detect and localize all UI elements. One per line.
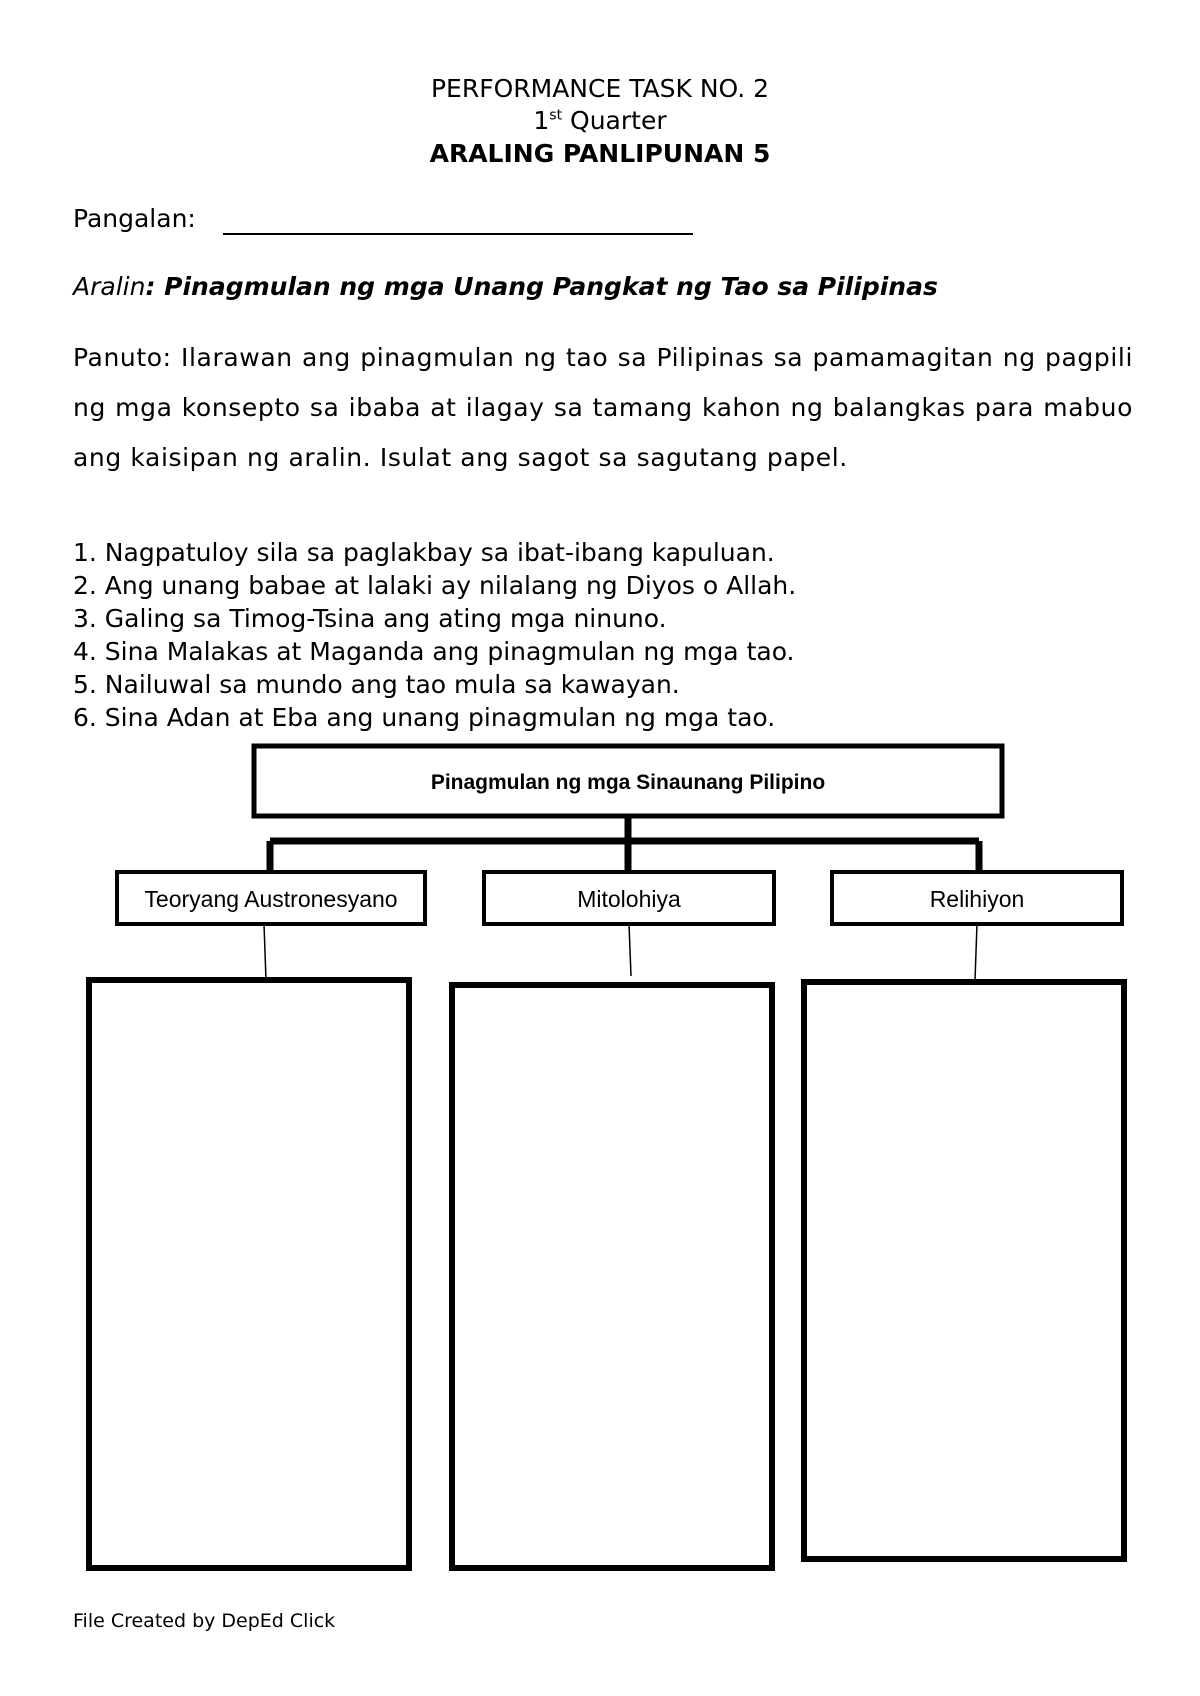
concept-item: 3. Galing sa Timog-Tsina ang ating mga ninuno. — [73, 604, 667, 633]
answer-connector — [975, 924, 977, 980]
subject-title: ARALING PANLIPUNAN 5 — [429, 139, 771, 168]
concept-item: 6. Sina Adan at Eba ang unang pinagmulan ng mga tao. — [73, 703, 776, 732]
concept-item: 1. Nagpatuloy sila sa paglakbay sa ibat-ibang kapuluan. — [73, 538, 775, 567]
quarter-number: 1 — [533, 106, 550, 135]
lesson-label: Aralin — [73, 272, 146, 301]
name-label: Pangalan: — [73, 204, 196, 233]
answer-connector — [629, 924, 631, 976]
concept-item: 5. Nailuwal sa mundo ang tao mula sa kawayan. — [73, 670, 680, 699]
branch-label: Relihiyon — [929, 886, 1025, 912]
branch-label: Mitolohiya — [577, 886, 681, 912]
concept-item: 4. Sina Malakas at Maganda ang pinagmulan ng mga tao. — [73, 637, 795, 666]
answer-box-mitolohiya[interactable] — [452, 985, 772, 1568]
root-label: Pinagmulan ng mga Sinaunang Pilipino — [430, 771, 826, 794]
footer-credit: File Created by DepEd Click — [73, 1610, 336, 1632]
task-title: PERFORMANCE TASK NO. 2 — [430, 74, 770, 103]
answer-box-relihiyon[interactable] — [804, 982, 1124, 1559]
answer-connector — [264, 924, 266, 980]
lesson-topic: : Pinagmulan ng mga Unang Pangkat ng Tao sa Pilipinas — [145, 272, 938, 301]
branch-label: Teoryang Austronesyano — [144, 886, 398, 912]
answer-box-austronesyano[interactable] — [89, 980, 409, 1568]
instructions: Panuto: Ilarawan ang pinagmulan ng tao sa Pilipinas sa pamamagitan ng pagpili ng mga konsepto sa ibaba at ilagay sa tamang kahon ng balangkas para mabuo ang kaisipan ng aralin. Isulat ang sagot sa sagutang papel. — [73, 343, 1133, 472]
quarter-suffix: st — [549, 107, 563, 124]
quarter-text: Quarter — [562, 106, 667, 135]
concept-item: 2. Ang unang babae at lalaki ay nilalang ng Diyos o Allah. — [73, 571, 797, 600]
